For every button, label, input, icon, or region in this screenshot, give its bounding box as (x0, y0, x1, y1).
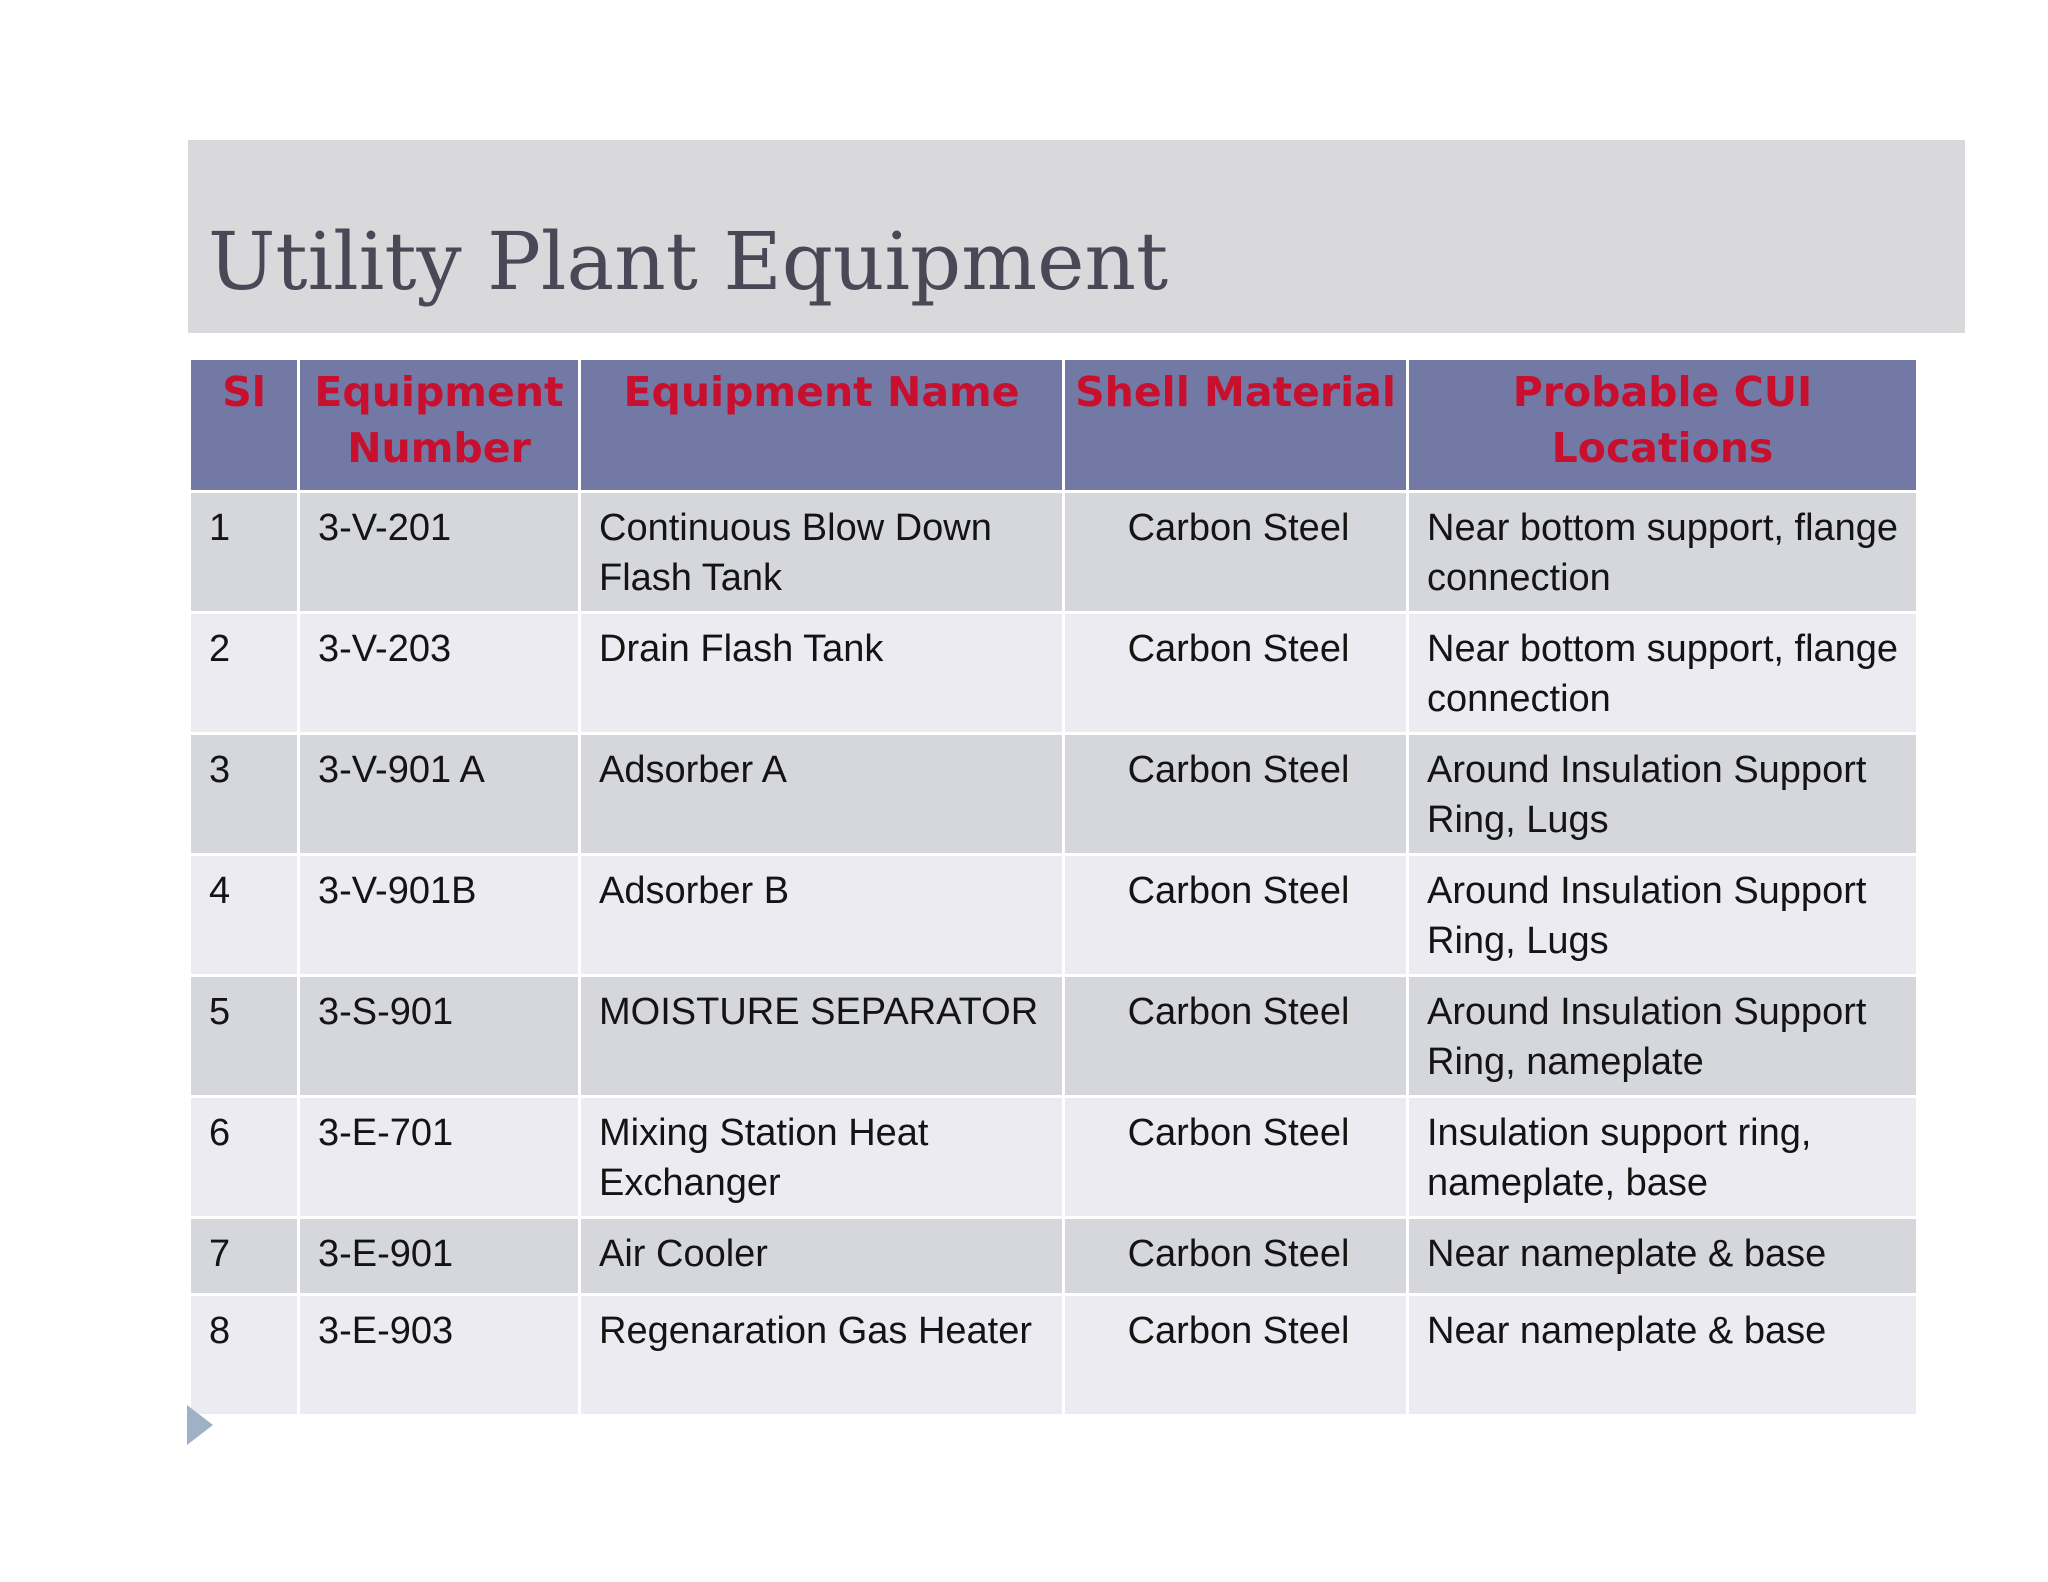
cell-shell-material (1064, 855, 1408, 976)
table-row (190, 492, 1918, 613)
cell-equipment-name: Continuous Blow Down Flash Tank (580, 492, 1064, 613)
cell-equipment-name: Drain Flash Tank (580, 613, 1064, 734)
cell-sl: 5 (190, 976, 299, 1097)
cell-equipment-name: Mixing Station Heat Exchanger (580, 1097, 1064, 1218)
cell-equipment-number: 3-S-901 (299, 976, 580, 1097)
cell-equipment-name: Adsorber A (580, 734, 1064, 855)
cell-equipment-name: Regenaration Gas Heater (580, 1295, 1064, 1416)
table-row (190, 1218, 1918, 1295)
triangle-bullet-icon (187, 1405, 213, 1445)
cell-shell-material (1064, 1097, 1408, 1218)
cell-shell-material (1064, 976, 1408, 1097)
cell-cui-locations: Near nameplate & base (1408, 1295, 1918, 1416)
cell-cui-locations: Near nameplate & base (1408, 1218, 1918, 1295)
cell-sl: 3 (190, 734, 299, 855)
equipment-table (188, 357, 1919, 1417)
shell-material-text: Carbon Steel (1127, 1310, 1350, 1352)
header-sl: Sl (190, 359, 299, 492)
cell-equipment-name: Air Cooler (580, 1218, 1064, 1295)
header-equipment-number: Equipment Number (299, 359, 580, 492)
cell-equipment-name: MOISTURE SEPARATOR (580, 976, 1064, 1097)
shell-material-text: Carbon Steel (1127, 507, 1350, 549)
cell-cui-locations: Around Insulation Support Ring, Lugs (1408, 734, 1918, 855)
table-row (190, 855, 1918, 976)
cell-sl: 8 (190, 1295, 299, 1416)
table-row (190, 1097, 1918, 1218)
cell-shell-material (1064, 492, 1408, 613)
cell-sl: 6 (190, 1097, 299, 1218)
cell-equipment-number: 3-V-203 (299, 613, 580, 734)
cell-shell-material (1064, 1218, 1408, 1295)
cell-cui-locations: Near bottom support, flange connection (1408, 613, 1918, 734)
shell-material-text: Carbon Steel (1127, 991, 1350, 1033)
shell-material-text: Carbon Steel (1127, 749, 1350, 791)
cell-sl: 1 (190, 492, 299, 613)
table-row (190, 613, 1918, 734)
cell-equipment-number: 3-V-901B (299, 855, 580, 976)
header-equipment-name: Equipment Name (580, 359, 1064, 492)
cell-equipment-number: 3-V-201 (299, 492, 580, 613)
shell-material-text: Carbon Steel (1127, 1112, 1350, 1154)
cell-cui-locations: Near bottom support, flange connection (1408, 492, 1918, 613)
cell-equipment-number: 3-E-901 (299, 1218, 580, 1295)
table-row (190, 734, 1918, 855)
table-row (190, 1295, 1918, 1416)
shell-material-text: Carbon Steel (1127, 628, 1350, 670)
cell-equipment-name: Adsorber B (580, 855, 1064, 976)
cell-sl: 2 (190, 613, 299, 734)
shell-material-text: Carbon Steel (1127, 870, 1350, 912)
cell-sl: 7 (190, 1218, 299, 1295)
cell-shell-material (1064, 734, 1408, 855)
slide-title: Utility Plant Equipment (208, 215, 1169, 308)
cell-equipment-number: 3-V-901 A (299, 734, 580, 855)
cell-shell-material (1064, 1295, 1408, 1416)
header-shell-material: Shell Material (1064, 359, 1408, 492)
table-row (190, 976, 1918, 1097)
cell-equipment-number: 3-E-903 (299, 1295, 580, 1416)
header-probable-cui-locations: Probable CUI Locations (1408, 359, 1918, 492)
shell-material-text: Carbon Steel (1127, 1233, 1350, 1275)
cell-equipment-number: 3-E-701 (299, 1097, 580, 1218)
cell-cui-locations: Insulation support ring, nameplate, base (1408, 1097, 1918, 1218)
table-header-row (190, 359, 1918, 492)
cell-shell-material (1064, 613, 1408, 734)
cell-sl: 4 (190, 855, 299, 976)
cell-cui-locations: Around Insulation Support Ring, nameplate (1408, 976, 1918, 1097)
cell-cui-locations: Around Insulation Support Ring, Lugs (1408, 855, 1918, 976)
